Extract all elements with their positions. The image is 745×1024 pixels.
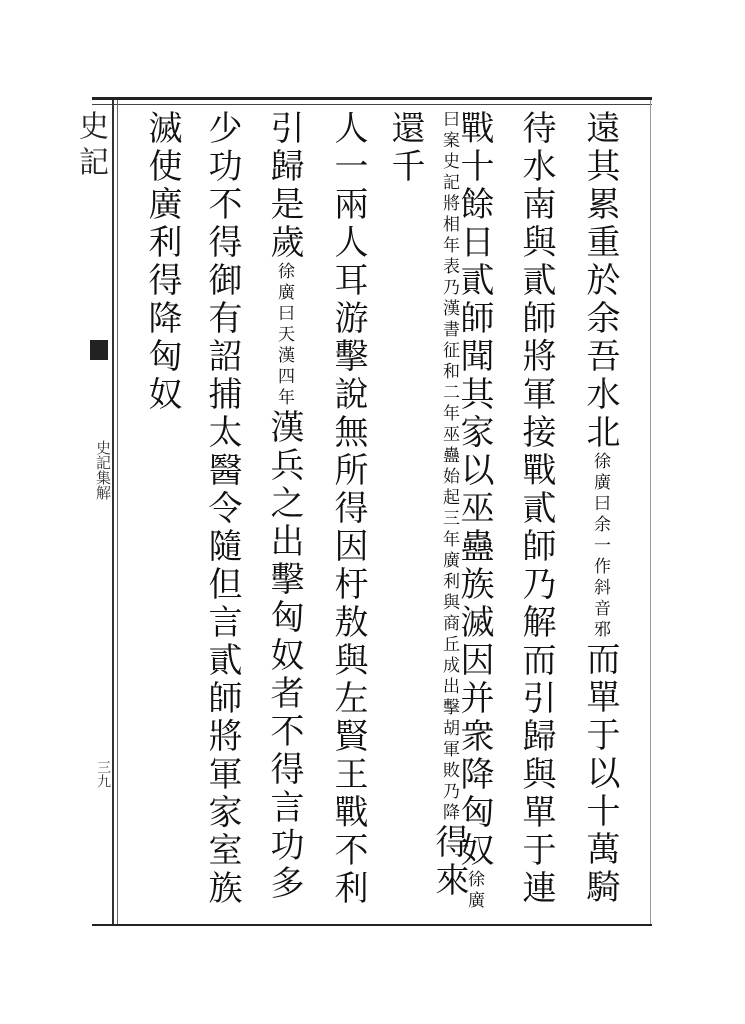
main-text: 引歸是歲 [264, 110, 304, 262]
margin-subtitle: 史記集解 [94, 440, 112, 500]
text-column [383, 110, 471, 920]
text-column [326, 110, 370, 920]
fishtail-mark [90, 340, 108, 360]
main-text: 而單于以十萬騎 [580, 641, 620, 907]
page-number: 三九 [95, 760, 111, 788]
main-text: 得來還千 [385, 110, 469, 900]
margin-title: 史記 [73, 110, 108, 182]
fold-line-inner [117, 100, 118, 924]
text-column [140, 110, 184, 920]
main-text: 待水南與貳師將軍接戰貳師乃解而引歸與單于連 [516, 110, 556, 908]
main-text: 人一兩人耳游擊說無所得因杅敖與左賢王戰不利 [328, 110, 368, 908]
right-edge [650, 100, 651, 924]
main-text: 戰十餘日貳師聞其家以巫蠱族滅因并衆降匈奴 [454, 110, 494, 870]
text-column [578, 110, 622, 920]
annotation: 徐廣 [464, 870, 484, 912]
text-column [262, 110, 306, 920]
text-column [200, 110, 244, 920]
main-text: 遠其累重於余吾水北 [580, 110, 620, 452]
bottom-border [92, 924, 652, 926]
top-border-inner [92, 104, 652, 105]
annotation: 徐廣曰天漢四年 [274, 262, 294, 409]
annotation: 徐廣曰余一作斜音邪 [590, 452, 610, 641]
fold-line [112, 100, 114, 924]
text-column [514, 110, 558, 920]
annotation: 曰案史記將相年表乃漢書征和二年巫蠱始起三年廣利與商丘成出擊胡軍敗乃降 [439, 110, 459, 824]
main-text: 漢兵之出擊匈奴者不得言功多 [264, 409, 304, 903]
top-border [92, 97, 652, 100]
main-text: 滅使廣利得降匈奴 [142, 110, 182, 414]
main-text: 少功不得御有詔捕太醫令隨但言貳師將軍家室族 [202, 110, 242, 908]
